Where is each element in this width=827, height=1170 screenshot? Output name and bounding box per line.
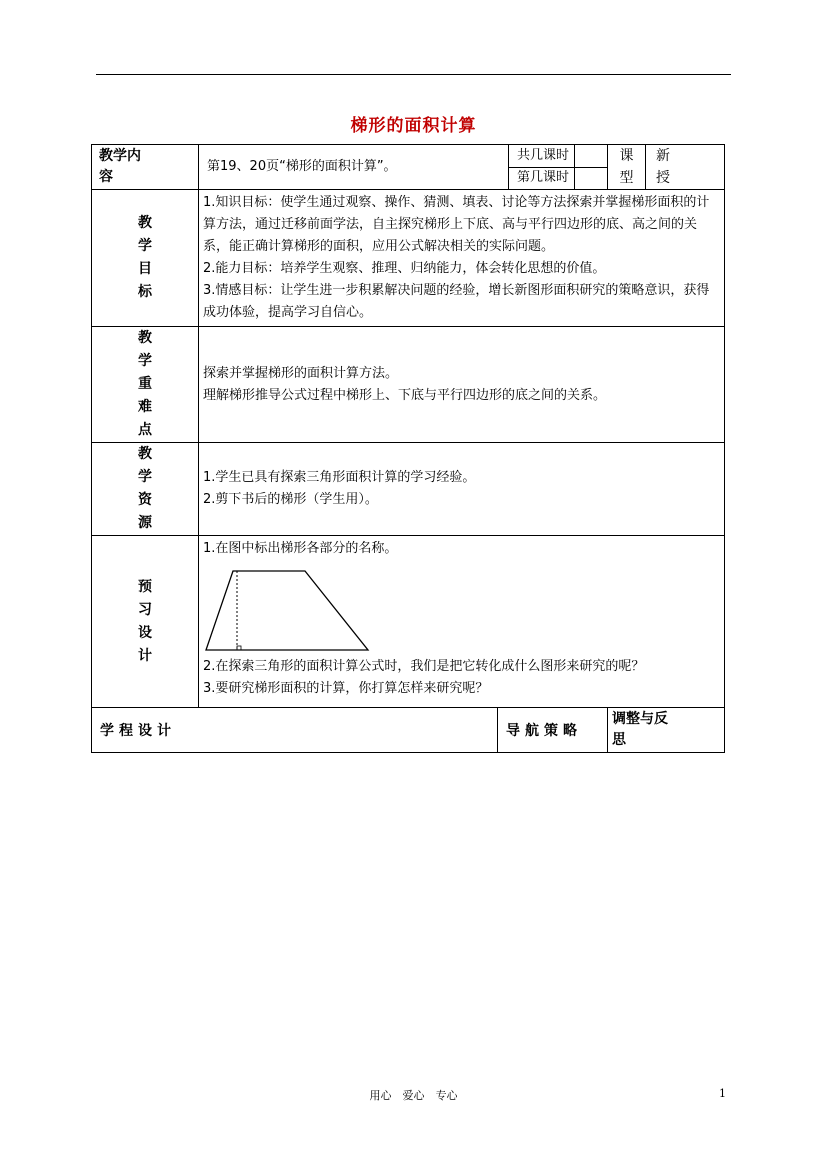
preview-text <box>199 536 725 708</box>
page-footer-motto: 用心 爱心 专心 <box>369 1089 458 1102</box>
page-number: 1 <box>719 1087 726 1100</box>
objectives-label: 教学目标 <box>92 190 199 327</box>
lesson-type-value: 新授 <box>646 145 725 190</box>
key-points-text <box>199 327 725 443</box>
objective-knowledge: 1.知识目标：使学生通过观察、操作、猜测、填表、讨论等方法探索并掌握梯形面积的计算方法，通过迁移前面学法，自主探究梯形上下底、高与平行四边形的底、高之间的关系，能正确计算梯形的面积，应用公式解决相关的实际问题。 <box>203 195 710 254</box>
objective-ability: 2.能力目标：培养学生观察、推理、归纳能力，体会转化思想的价值。 <box>203 261 606 276</box>
trapezoid-diagram <box>203 564 383 652</box>
resource-2: 2.剪下书后的梯形（学生用）。 <box>203 492 378 507</box>
objective-emotion: 3.情感目标：让学生进一步积累解决问题的经验，增长新图形面积研究的策略意识，获得成功体验，提高学习自信心。 <box>203 283 710 320</box>
page-title: 梯形的面积计算 <box>350 116 477 136</box>
adjust-reflect-header: 调整与反思 <box>608 708 725 753</box>
which-period-value <box>575 167 608 190</box>
preview-question-3: 3.要研究梯形面积的计算，你打算怎样来研究呢？ <box>203 681 489 696</box>
preview-question-2: 2.在探索三角形的面积计算公式时，我们是把它转化成什么图形来研究的呢？ <box>203 659 645 674</box>
lesson-type-label: 课型 <box>608 145 646 190</box>
teaching-content-text: 第19、20页“梯形的面积计算”。 <box>199 145 509 190</box>
header-rule <box>96 74 731 75</box>
resources-text <box>199 443 725 536</box>
resources-label: 教学资源 <box>92 443 199 536</box>
trapezoid-shape <box>206 571 368 650</box>
total-periods-label: 共几课时 <box>509 145 575 168</box>
key-point-1: 探索并掌握梯形的面积计算方法。 <box>203 365 399 381</box>
which-period-label: 第几课时 <box>509 167 575 190</box>
resource-1: 1.学生已具有探索三角形面积计算的学习经验。 <box>203 470 476 485</box>
preview-label: 预习设计 <box>92 536 199 708</box>
navigation-strategy-header: 导航策略 <box>498 708 608 753</box>
teaching-content-label: 教学内容 <box>92 145 199 190</box>
study-design-header: 学程设计 <box>92 708 498 753</box>
total-periods-value <box>575 145 608 168</box>
preview-question-1: 1.在图中标出梯形各部分的名称。 <box>203 541 398 556</box>
key-point-2: 理解梯形推导公式过程中梯形上、下底与平行四边形的底之间的关系。 <box>203 387 607 403</box>
objectives-text <box>199 190 725 327</box>
key-points-label: 教学重难点 <box>92 327 199 443</box>
lesson-plan-table <box>91 144 725 753</box>
